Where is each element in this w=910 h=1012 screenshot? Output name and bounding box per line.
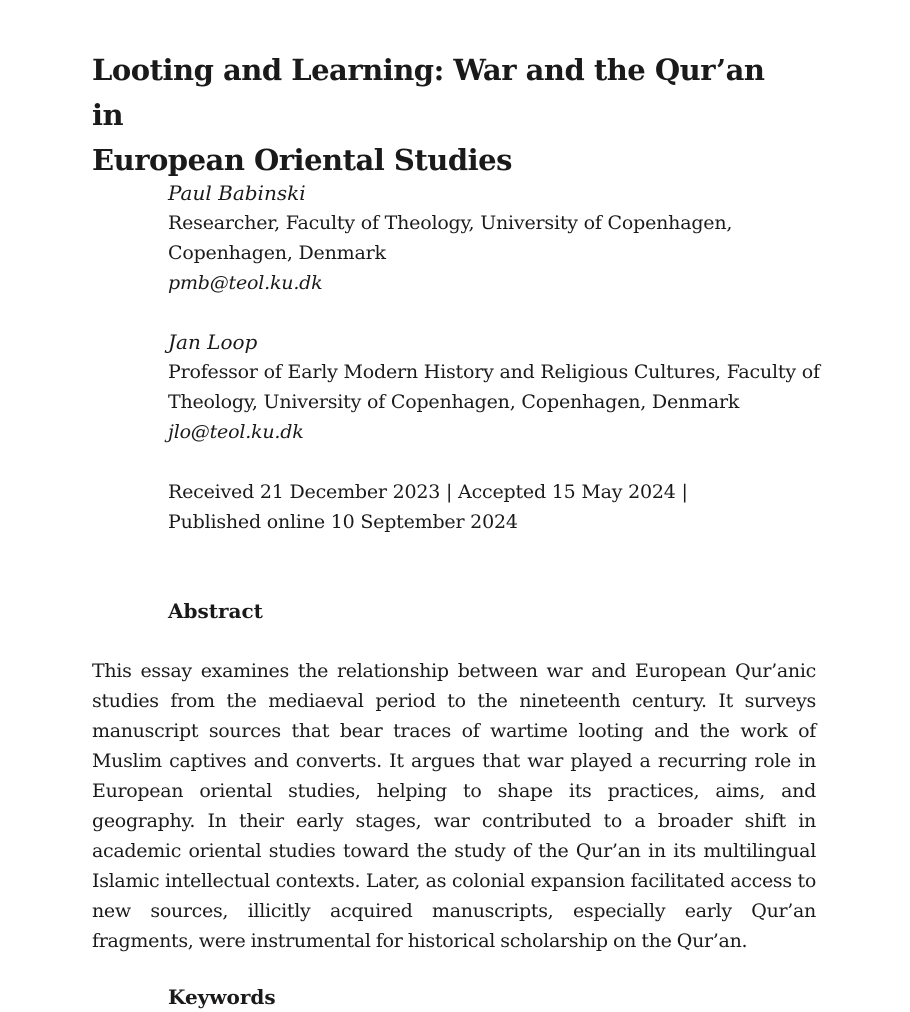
article-title-line-2: European Oriental Studies xyxy=(92,143,512,177)
abstract-heading: Abstract xyxy=(168,599,263,623)
author-email-link[interactable]: jlo@teol.ku.dk xyxy=(168,421,304,443)
author-email-link[interactable]: pmb@teol.ku.dk xyxy=(168,272,323,294)
author-affiliation-line: Theology, University of Copenhagen, Copenhagen, Denmark xyxy=(168,391,740,413)
author-name: Jan Loop xyxy=(168,330,258,354)
author-affiliation-line: Professor of Early Modern History and Religious Cultures, Faculty of xyxy=(168,361,820,383)
dates-line-received-accepted: Received 21 December 2023 | Accepted 15 May 2024 | xyxy=(168,481,688,503)
keywords-heading: Keywords xyxy=(168,985,276,1009)
author-block-1 xyxy=(168,178,828,298)
publication-dates xyxy=(168,477,828,537)
author-block-2 xyxy=(168,327,828,447)
article-title xyxy=(92,48,792,183)
author-affiliation-line: Researcher, Faculty of Theology, University of Copenhagen, xyxy=(168,212,733,234)
article-title-line-1: Looting and Learning: War and the Qur’an in xyxy=(92,53,765,132)
dates-line-published: Published online 10 September 2024 xyxy=(168,511,518,533)
author-affiliation-line: Copenhagen, Denmark xyxy=(168,242,386,264)
author-name: Paul Babinski xyxy=(168,181,306,205)
abstract-body: This essay examines the relationship between war and European Qur’anic studies from the mediaeval period to the nineteenth century. It surveys manuscript sources that bear traces of wartime looting and the work of Muslim captives and converts. It argues that war played a recurring role in European oriental studies, helping to shape its practices, aims, and geography. In their early stages, war contributed to a broader shift in academic oriental studies toward the study of the Qur’an in its multilingual Islamic intellectual contexts. Later, as colonial expansion facilitated access to new sources, illicitly acquired manuscripts, especially early Qur’an fragments, were instrumental for historical scholarship on the Qur’an. xyxy=(92,660,816,952)
